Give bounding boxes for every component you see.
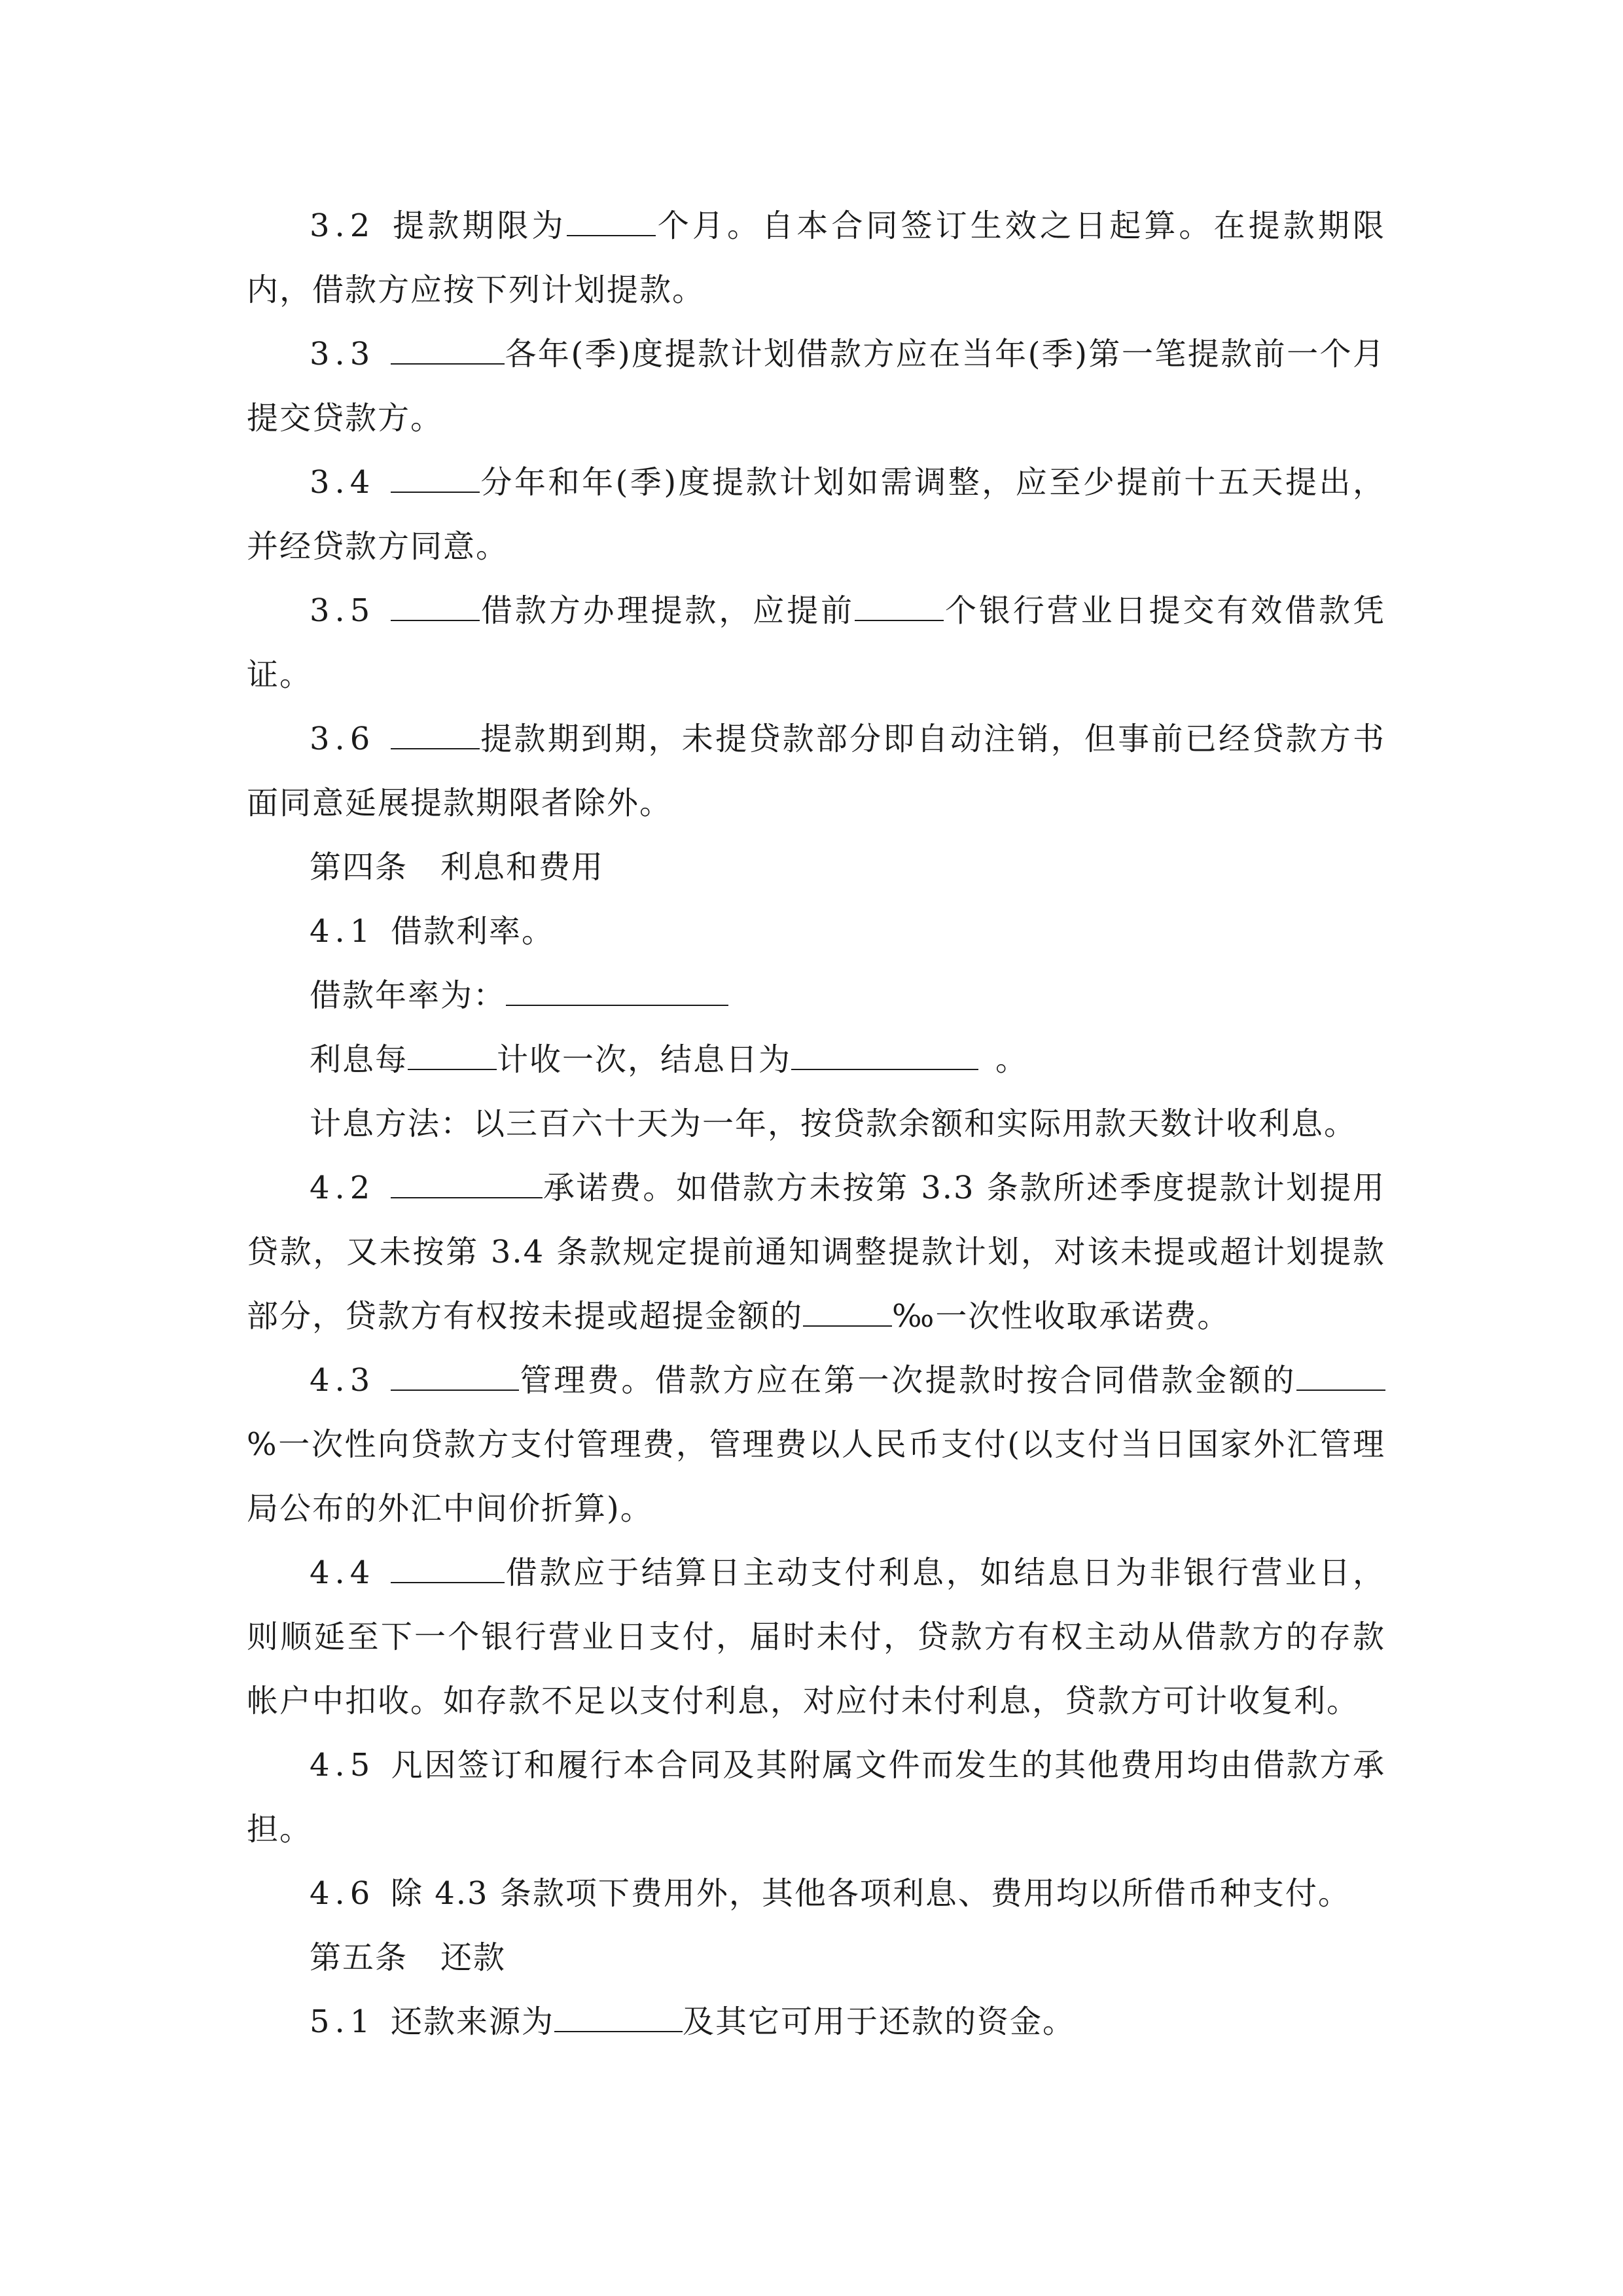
clause-text: 除 4.3 条款项下费用外，其他各项利息、费用均以所借币种支付。 <box>391 1875 1351 1912</box>
clause-number: 3.2 <box>310 207 376 244</box>
clause-3-6 <box>247 707 1385 835</box>
line-text: 借款年率为： <box>310 977 507 1014</box>
clause-4-6 <box>247 1861 1385 1926</box>
line-text: 计息方法：以三百六十天为一年，按贷款余额和实际用款天数计收利息。 <box>310 1105 1357 1142</box>
line-text: 利息每 <box>310 1041 408 1078</box>
fill-blank-period[interactable] <box>408 1043 497 1070</box>
clause-number: 3.6 <box>310 721 376 757</box>
clause-3-4 <box>247 450 1385 579</box>
article-title: 还款 <box>440 1939 507 1976</box>
article-label: 第四条 <box>310 849 408 886</box>
clause-text: 个月。自本合同签订生效之日起算。在提款期限内，借款方应按下列计划提款。 <box>247 207 1385 308</box>
fill-blank[interactable] <box>391 594 480 621</box>
clause-4-2 <box>247 1156 1385 1348</box>
line-text: 。 <box>995 1041 1029 1078</box>
clause-number: 4.1 <box>310 913 376 950</box>
clause-4-1 <box>247 899 1385 963</box>
clause-text: ‰一次性收取承诺费。 <box>892 1298 1230 1335</box>
interest-method-line <box>247 1092 1385 1156</box>
clause-text: 借款利率。 <box>391 913 555 950</box>
fill-blank[interactable] <box>391 337 505 365</box>
clause-text: %一次性向贷款方支付管理费，管理费以人民币支付(以支付当日国家外汇管理局公布的外汇中间价折算)。 <box>247 1426 1385 1527</box>
fill-blank-percent[interactable] <box>1296 1363 1385 1391</box>
fill-blank[interactable] <box>391 465 480 493</box>
clause-number: 4.5 <box>310 1747 376 1784</box>
clause-text: 借款应于结算日主动支付利息，如结息日为非银行营业日，则顺延至下一个银行营业日支付，届时未付，贷款方有权主动从借款方的存款帐户中扣收。如存款不足以支付利息，对应付未付利息，贷款方可计收复利。 <box>247 1554 1385 1719</box>
clause-3-3 <box>247 322 1385 450</box>
clause-number: 4.3 <box>310 1362 376 1399</box>
clause-text: 管理费。借款方应在第一次提款时按合同借款金额的 <box>519 1362 1296 1399</box>
clause-4-4 <box>247 1541 1385 1733</box>
clause-number: 3.4 <box>310 464 376 501</box>
clause-number: 4.6 <box>310 1875 376 1912</box>
clause-text: 各年(季)度提款计划借款方应在当年(季)第一笔提款前一个月提交贷款方。 <box>247 336 1385 437</box>
fill-blank[interactable] <box>391 1363 519 1391</box>
clause-text: 凡因签订和履行本合同及其附属文件而发生的其他费用均由借款方承担。 <box>247 1747 1385 1848</box>
clause-4-3 <box>247 1348 1385 1541</box>
clause-number: 3.5 <box>310 592 376 629</box>
clause-text: 借款方办理提款，应提前 <box>480 592 855 629</box>
clause-text: 个银行营业日提交有效借款凭证。 <box>247 592 1385 693</box>
clause-5-1 <box>247 1990 1385 2054</box>
annual-rate-line <box>247 963 1385 1028</box>
clause-text: 及其它可用于还款的资金。 <box>683 2003 1076 2040</box>
fill-blank[interactable] <box>391 1556 505 1583</box>
fill-blank-days[interactable] <box>855 594 944 621</box>
article-label: 第五条 <box>310 1939 408 1976</box>
document-body <box>247 194 1385 2054</box>
fill-blank-settlement-date[interactable] <box>791 1043 978 1070</box>
article-5-heading <box>247 1926 1385 1990</box>
line-text: 计收一次，结息日为 <box>497 1041 792 1078</box>
clause-4-5 <box>247 1733 1385 1861</box>
fill-blank-repayment-source[interactable] <box>554 2005 683 2032</box>
clause-number: 4.2 <box>310 1170 376 1206</box>
fill-blank[interactable] <box>391 1171 543 1198</box>
clause-text: 还款来源为 <box>391 2003 555 2040</box>
interest-line <box>247 1028 1385 1092</box>
clause-3-2 <box>247 194 1385 322</box>
fill-blank[interactable] <box>391 722 480 749</box>
clause-number: 4.4 <box>310 1554 376 1591</box>
clause-number: 5.1 <box>310 2003 376 2040</box>
article-4-heading <box>247 835 1385 899</box>
fill-blank-permille[interactable] <box>803 1299 892 1327</box>
clause-text: 分年和年(季)度提款计划如需调整，应至少提前十五天提出，并经贷款方同意。 <box>247 464 1385 565</box>
clause-text: 提款期限为 <box>391 207 567 244</box>
fill-blank-annual-rate[interactable] <box>506 978 728 1006</box>
clause-text: 承诺费。如借款方未按第 3.3 条款所述季度提款计划提用贷款，又未按第 3.4 条款规定提前通知调整提款计划，对该未提或超计划提款部分，贷款方有权按未提或超提金额的 <box>247 1170 1385 1335</box>
clause-number: 3.3 <box>310 336 376 372</box>
fill-blank-months[interactable] <box>567 209 656 236</box>
article-title: 利息和费用 <box>440 849 605 886</box>
clause-3-5 <box>247 579 1385 707</box>
clause-text: 提款期到期，未提贷款部分即自动注销，但事前已经贷款方书面同意延展提款期限者除外。 <box>247 721 1385 821</box>
